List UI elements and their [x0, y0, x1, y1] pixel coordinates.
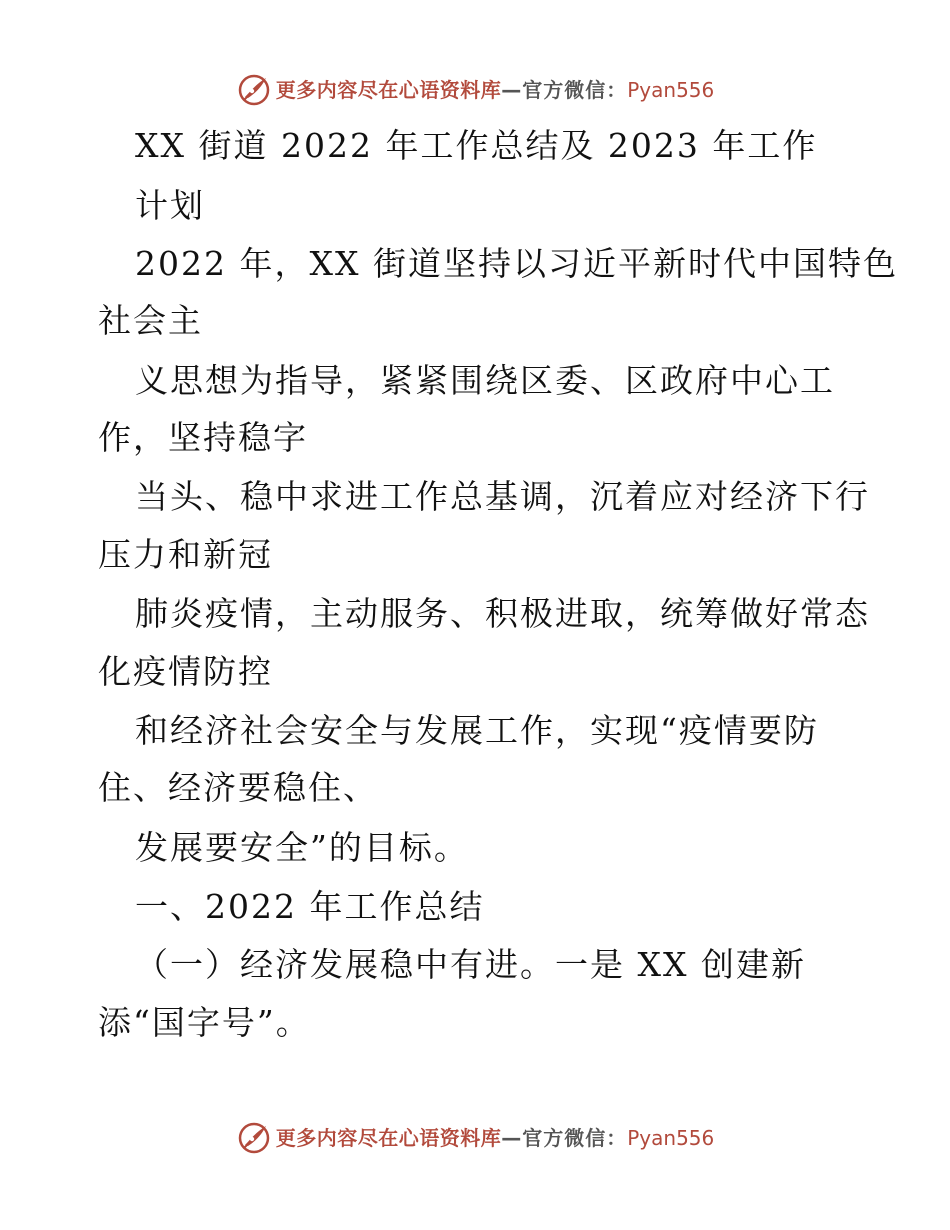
body-line: 肺炎疫情，主动服务、积极进取，统筹做好常态: [135, 594, 870, 633]
body-line: 2022 年，XX 街道坚持以习近平新时代中国特色: [135, 244, 898, 283]
body-line: 添“国字号”。: [98, 1003, 311, 1042]
watermark-wechat-id: Pyan556: [627, 1126, 715, 1150]
section-heading: 一、2022 年工作总结: [135, 887, 485, 926]
footer-watermark: [0, 1118, 950, 1158]
subsection-heading: （一）经济发展稳中有进。一是 XX 创建新: [135, 945, 806, 984]
quill-logo-icon: [236, 1120, 272, 1156]
body-line: 作，坚持稳字: [98, 418, 308, 457]
watermark-wechat-id: Pyan556: [627, 78, 715, 102]
body-line: 和经济社会安全与发展工作，实现“疫情要防: [135, 711, 819, 750]
body-line: 压力和新冠: [98, 535, 273, 574]
document-title-line-2: 计划: [135, 186, 205, 225]
watermark-text: [276, 1128, 715, 1148]
document-title-line-1: XX 街道 2022 年工作总结及 2023 年工作: [135, 126, 818, 165]
body-line: 义思想为指导，紧紧围绕区委、区政府中心工: [135, 361, 835, 400]
watermark-main-text: 更多内容尽在心语资料库: [275, 1126, 502, 1150]
watermark-main-text: 更多内容尽在心语资料库: [275, 78, 502, 102]
watermark-separator: —官方微信：: [501, 78, 628, 102]
body-line: 当头、稳中求进工作总基调，沉着应对经济下行: [135, 477, 870, 516]
body-line: 发展要安全”的目标。: [135, 828, 469, 867]
body-line: 社会主: [98, 301, 203, 340]
body-line: 住、经济要稳住、: [98, 768, 378, 807]
body-line: 化疫情防控: [98, 652, 273, 691]
watermark-separator: —官方微信：: [501, 1126, 628, 1150]
